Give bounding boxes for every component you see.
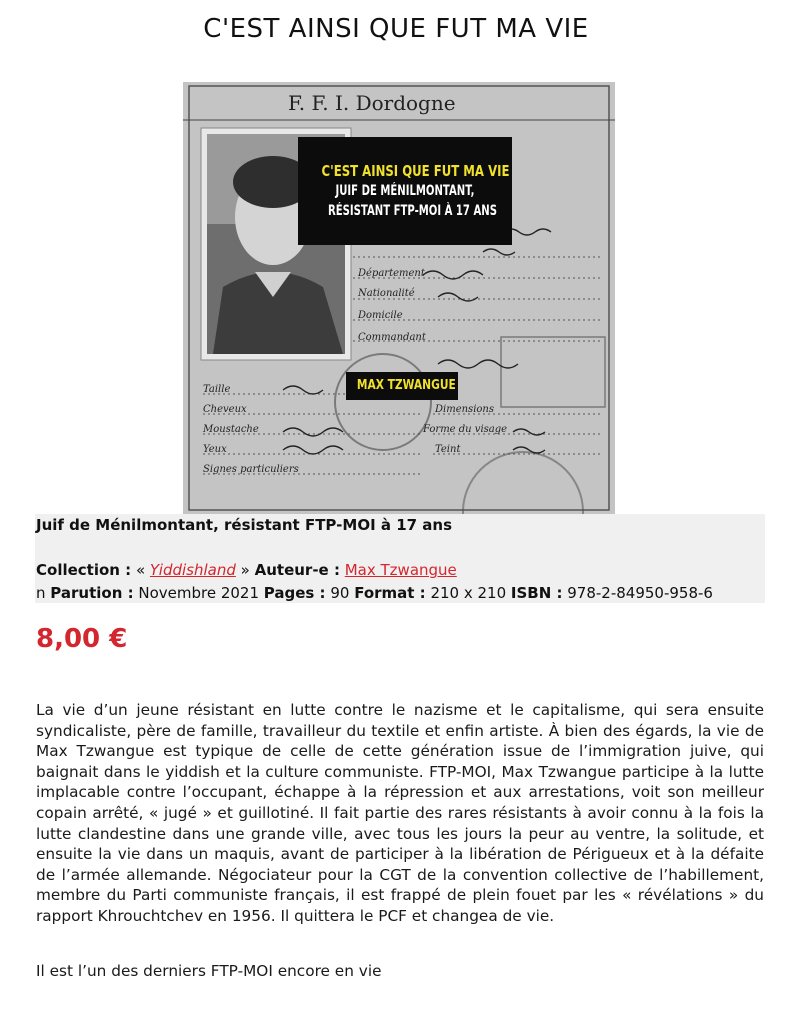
author-label: Auteur-e :	[254, 561, 340, 579]
format-label: Format :	[354, 584, 426, 602]
book-subtitle: Juif de Ménilmontant, résistant FTP-MOI à 17 ans	[36, 516, 453, 534]
page-title: C'EST AINSI QUE FUT MA VIE	[203, 14, 589, 44]
author-link[interactable]: Max Tzwangue	[344, 561, 457, 579]
svg-text:Nationalité: Nationalité	[358, 288, 415, 299]
pages-value: 90	[325, 584, 355, 602]
svg-text:Dimensions: Dimensions	[435, 404, 494, 415]
parution-value: Novembre 2021	[133, 584, 264, 602]
description-text: La vie d’un jeune résistant en lutte contre le nazisme et le capitalisme, qui sera ensuite syndicaliste, père de famille, travailleur du textile et enfin artiste. À bien des égards, la vie de Max Tzwangue est typique de celle de cette génération issue de l’immigration juive, qui baignait dans le yiddish et la culture communiste. FTP-MOI, Max Tzwangue participe à la lutte implacable contre l’occupant, échappe à la répression et aux arrestations, voit son meilleur copain arrêté, « jugé » et guillotiné. Il fait partie des rares résistants à avoir connu à la fois la lutte clandestine dans une grande ville, avec tous les jours la peur au ventre, la solitude, et ensuite la vie dans un maquis, avant de participer à la libération de Périgueux et à la défaite de l’armée allemande. Négociateur pour la CGT de la convention collective de l’habillement, membre du Parti communiste français, il est frappé de plein fouet par les « révélations » du rapport Khrouchtchev en 1956. Il quittera le PCF et changea de vie.	[36, 701, 764, 925]
publication-details-line	[36, 584, 713, 602]
card-header-text: F. F. I. Dordogne	[288, 91, 456, 115]
line-prefix: n	[36, 584, 51, 602]
cover-author-label	[346, 372, 458, 400]
quote-open: «	[131, 561, 150, 579]
collection-label: Collection :	[36, 561, 132, 579]
svg-text:Moustache: Moustache	[203, 424, 259, 435]
collection-link[interactable]: Yiddishland	[149, 561, 236, 579]
pages-label: Pages :	[263, 584, 326, 602]
svg-text:Teint: Teint	[435, 444, 461, 455]
format-value: 210 x 210	[425, 584, 511, 602]
svg-text:Département: Département	[358, 268, 425, 279]
closing-line: Il est l’un des derniers FTP-MOI encore en vie	[36, 962, 382, 980]
isbn-label: ISBN :	[510, 584, 563, 602]
svg-text:Cheveux: Cheveux	[203, 404, 247, 415]
price: 8,00 €	[36, 624, 128, 654]
book-cover-image	[183, 82, 615, 514]
cover-author-text: MAX TZWANGUE	[356, 378, 456, 393]
cover-title-box	[298, 137, 512, 245]
isbn-value: 978-2-84950-958-6	[562, 584, 713, 602]
cover-subtitle-line: RÉSISTANT FTP-MOI À 17 ANS	[327, 203, 497, 219]
collection-author-line	[36, 561, 457, 579]
svg-text:Signes particuliers: Signes particuliers	[203, 464, 299, 475]
quote-close: »	[235, 561, 255, 579]
description	[36, 700, 764, 927]
svg-text:Forme du visage: Forme du visage	[423, 424, 508, 435]
cover-subtitle-line: JUIF DE MÉNILMONTANT,	[335, 183, 475, 199]
svg-text:Commandant: Commandant	[358, 332, 426, 343]
svg-text:Yeux: Yeux	[203, 444, 227, 455]
cover-title: C'EST AINSI QUE FUT MA VIE	[321, 162, 510, 180]
svg-text:Domicile: Domicile	[358, 310, 403, 321]
svg-text:Taille: Taille	[203, 384, 231, 395]
parution-label: Parution :	[50, 584, 134, 602]
